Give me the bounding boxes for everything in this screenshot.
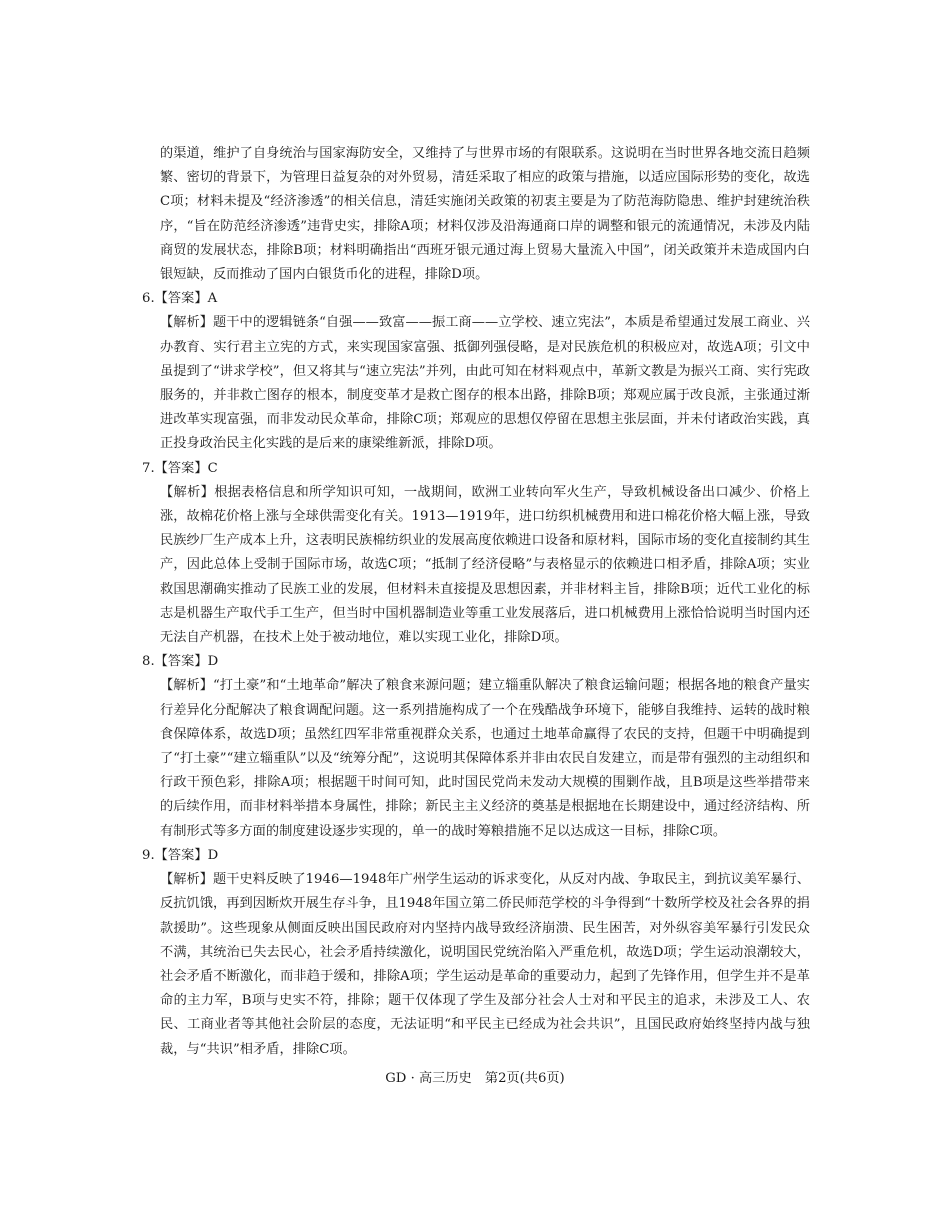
answer-line: 6.【答案】A: [142, 291, 218, 307]
answer-item-8: [130, 650, 810, 844]
continued-paragraph: 的渠道，维护了自身统治与国家海防安全，又维持了与世界市场的有限联系。这说明在当时世界各地交流日趋频繁、密切的背景下，为管理日益复杂的对外贸易，清廷采取了相应的政策与措施，以适应国际形势的变化，故选C项；材料未提及“经济渗透”的相关信息，清廷实施闭关政策的初衷主要是为了防范海防隐患、维护封建统治秩序，“旨在防范经济渗透”违背史实，排除A项；材料仅涉及沿海通商口岸的调整和银元的流通情况，未涉及内陆商贸的发展状态，排除B项；材料明确指出“西班牙银元通过海上贸易大量流入中国”，闭关政策并未造成国内白银短缺，反而推动了国内白银货币化的进程，排除D项。: [160, 146, 810, 283]
page-footer: GD · 高三历史 第2页(共6页): [385, 1071, 565, 1086]
answer-line: 7.【答案】C: [142, 460, 218, 476]
answer-content: [130, 142, 810, 1062]
answer-item-6: [130, 287, 810, 456]
analysis-paragraph: 【解析】根据表格信息和所学知识可知，一战期间，欧洲工业转向军火生产，导致机械设备出口减少、价格上涨，故棉花价格上涨与全球供需变化有关。1913—1919年，进口纺织机械费用和进口棉花价格大幅上涨，导致民族纱厂生产成本上升，这表明民族棉纺织业的发展高度依赖进口设备和原材料，国际市场的变化直接制约其生产，因此总体上受制于国际市场，故选C项；“抵制了经济侵略”与表格显示的依赖进口相矛盾，排除A项；实业救国思潮确实推动了民族工业的发展，但材料未直接提及思想因素，并非材料主旨，排除B项；近代工业化的标志是机器生产取代手工生产，但当时中国机器制造业等重工业发展落后，进口机械费用上涨恰恰说明当时国内还无法自产机器，在技术上处于被动地位，难以实现工业化，排除D项。: [160, 484, 810, 646]
analysis-paragraph: 【解析】题干中的逻辑链条“自强——致富——振工商——立学校、速立宪法”，本质是希望通过发展工商业、兴办教育、实行君主立宪的方式，来实现国家富强、抵御列强侵略，是对民族危机的积极应对，故选A项；引文中虽提到了“讲求学校”，但又将其与“速立宪法”并列，由此可知在材料观点中，革新文教是为振兴工商、实行宪政服务的，并非救亡图存的根本，制度变革才是救亡图存的根本出路，排除B项；郑观应属于改良派，主张通过渐进改革实现富强，而非发动民众革命，排除C项；郑观应的思想仅停留在思想主张层面，并未付诸政治实践，真正投身政治民主化实践的是后来的康梁维新派，排除D项。: [160, 315, 810, 452]
answer-item-7: [130, 457, 810, 651]
answer-item-9: [130, 844, 810, 1062]
analysis-paragraph: 【解析】“打土豪”和“土地革命”解决了粮食来源问题；建立辎重队解决了粮食运输问题；根据各地的粮食产量实行差异化分配解决了粮食调配问题。这一系列措施构成了一个在残酷战争环境下，能够自我维持、运转的战时粮食保障体系，故选D项；虽然红四军非常重视群众关系，也通过土地革命赢得了农民的支持，但题干中明确提到了“打土豪”“建立辎重队”以及“统筹分配”，这说明其保障体系并非由农民自发建立，而是带有强烈的主动组织和行政干预色彩，排除A项；根据题干时间可知，此时国民党尚未发动大规模的围剿作战，且B项是这些举措带来的后续作用，而非材料举措本身属性，排除；新民主主义经济的奠基是根据地在长期建设中，通过经济结构、所有制形式等多方面的制度建设逐步实现的，单一的战时筹粮措施不足以达成这一目标，排除C项。: [160, 678, 810, 839]
answer-line: 8.【答案】D: [142, 654, 219, 670]
answer-line: 9.【答案】D: [142, 847, 219, 863]
analysis-paragraph: 【解析】题干史料反映了1946—1948年广州学生运动的诉求变化，从反对内战、争取民主，到抗议美军暴行、反抗饥饿，再到因断炊开展生存斗争，且1948年国立第二侨民师范学校的斗争得到“十数所学校及社会各界的捐款援助”。这些现象从侧面反映出国民政府对内坚持内战导致经济崩溃、民生困苦，对外纵容美军暴行引发民众不满，其统治已失去民心，社会矛盾持续激化，说明国民党统治陷入严重危机，故选D项；学生运动浪潮较大，社会矛盾不断激化，而非趋于缓和，排除A项；学生运动是革命的重要动力，起到了先锋作用，但学生并不是革命的主力军，B项与史实不符，排除；题干仅体现了学生及部分社会人士对和平民主的追求，未涉及工人、农民、工商业者等其他社会阶层的态度，无法证明“和平民主已经成为社会共识”，且国民政府始终坚持内战与独裁，与“共识”相矛盾，排除C项。: [160, 872, 810, 1057]
